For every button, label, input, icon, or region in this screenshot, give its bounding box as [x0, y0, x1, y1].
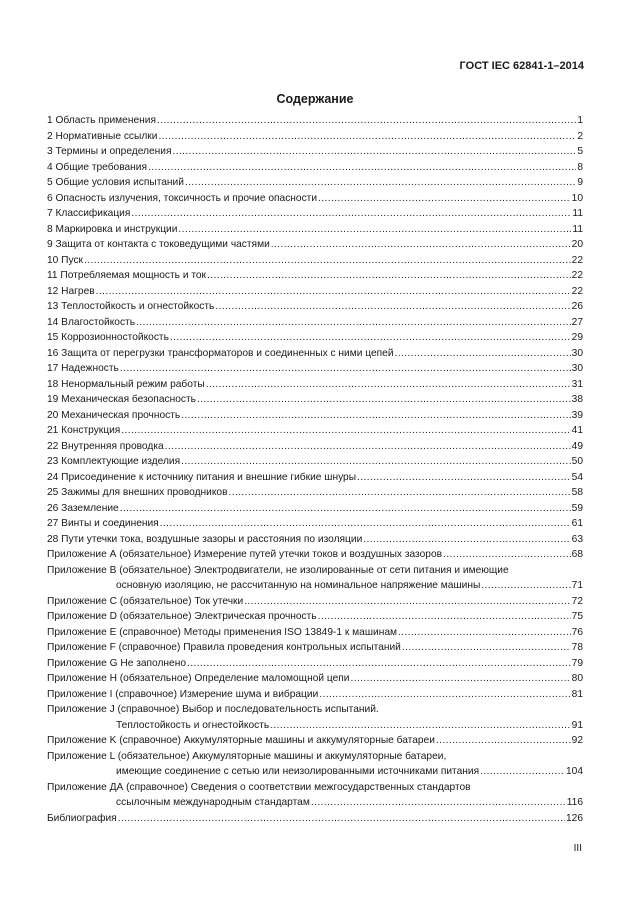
toc-entry[interactable] — [47, 594, 583, 610]
toc-entry[interactable] — [47, 330, 583, 346]
toc-entry-label: 9 Защита от контакта с токоведущими частями — [47, 239, 270, 250]
toc-entry-page: 63 — [571, 533, 583, 545]
toc-entry-label-continued: ссылочным международным стандартам — [116, 797, 310, 808]
toc-entry[interactable] — [47, 733, 583, 749]
dot-leader — [443, 547, 571, 563]
dot-leader — [271, 237, 571, 253]
toc-entry-label: 15 Коррозионностойкость — [47, 332, 169, 343]
toc-entry-page: 61 — [571, 518, 583, 529]
dot-leader — [131, 206, 571, 222]
dot-leader — [363, 532, 570, 548]
toc-entry-page: 78 — [571, 642, 583, 653]
dot-leader — [181, 408, 570, 424]
dot-leader — [118, 811, 565, 827]
toc-entry-page: 68 — [571, 549, 583, 560]
toc-entry-page: 9 — [577, 177, 583, 188]
dot-leader — [215, 299, 570, 315]
toc-entry-label: 6 Опасность излучения, токсичность и прочие опасности — [47, 192, 318, 204]
toc-entry-label-continued: имеющие соединение с сетью или неизолированными источниками питания — [116, 766, 480, 777]
dot-leader — [318, 191, 571, 207]
toc-entry[interactable] — [47, 625, 583, 641]
toc-entry[interactable] — [47, 144, 583, 160]
toc-entry[interactable] — [47, 299, 583, 315]
toc-entry-label: 26 Заземление — [47, 502, 119, 514]
toc-entry[interactable] — [47, 206, 583, 222]
toc-entry-page: 10 — [571, 192, 583, 204]
toc-entry-page: 54 — [571, 471, 583, 483]
toc-entry-label: Приложение J (справочное) Выбор и последовательность испытаний. — [47, 704, 379, 715]
toc-entry-label: Приложение E (справочное) Методы применения ISO 13849-1 к машинам — [47, 626, 398, 638]
toc-entry-label: Приложение D (обязательное) Электрическая прочность — [47, 611, 317, 622]
toc-entry-continuation[interactable] — [47, 718, 583, 734]
dot-leader — [318, 609, 571, 625]
toc-entry-label: 23 Комплектующие изделия — [47, 456, 181, 467]
toc-entry-page: 49 — [571, 440, 583, 452]
toc-entry-page: 1 — [577, 115, 583, 126]
toc-entry-page: 2 — [577, 130, 583, 142]
dot-leader — [165, 439, 571, 455]
toc-entry-label: Приложение I (справочное) Измерение шума и вибрации — [47, 688, 319, 700]
toc-entry-label: 3 Термины и определения — [47, 146, 172, 157]
toc-entry-label: 19 Механическая безопасность — [47, 394, 196, 405]
toc-entry[interactable] — [47, 284, 583, 300]
toc-entry[interactable] — [47, 191, 583, 207]
toc-entry-page: 41 — [571, 425, 583, 436]
toc-entry[interactable] — [47, 547, 583, 563]
toc-entry[interactable] — [47, 113, 583, 129]
toc-entry-label: 25 Зажимы для внешних проводников — [47, 487, 228, 498]
toc-entry[interactable] — [47, 656, 583, 672]
dot-leader — [158, 129, 576, 145]
toc-entry-label: 1 Область применения — [47, 115, 156, 126]
dot-leader — [185, 175, 576, 191]
toc-entry-label: 5 Общие условия испытаний — [47, 177, 184, 188]
toc-entry-page: 39 — [571, 409, 583, 421]
toc-entry[interactable] — [47, 671, 583, 687]
toc-entry-label: Библиография — [47, 812, 117, 824]
dot-leader — [121, 423, 570, 439]
dot-leader — [350, 671, 570, 687]
dot-leader — [157, 113, 576, 129]
table-of-contents — [47, 113, 583, 826]
toc-entry-page: 11 — [572, 223, 583, 235]
toc-entry-label: 7 Классификация — [47, 208, 131, 219]
toc-entry[interactable] — [47, 780, 583, 796]
toc-entry[interactable] — [47, 160, 583, 176]
toc-entry[interactable] — [47, 749, 583, 765]
toc-entry[interactable] — [47, 222, 583, 238]
dot-leader — [84, 253, 571, 269]
toc-entry[interactable] — [47, 640, 583, 656]
dot-leader — [229, 485, 571, 501]
toc-entry[interactable] — [47, 408, 583, 424]
dot-leader — [160, 516, 571, 532]
toc-entry-page: 58 — [571, 487, 583, 498]
toc-entry-label: 10 Пуск — [47, 254, 84, 266]
dot-leader — [96, 284, 571, 300]
dot-leader — [120, 501, 571, 517]
page-number: III — [573, 843, 582, 854]
toc-entry-page: 30 — [571, 347, 583, 359]
toc-entry-page: 50 — [571, 456, 583, 467]
toc-entry-label: 13 Теплостойкость и огнестойкость — [47, 301, 215, 312]
toc-entry-page: 22 — [571, 285, 583, 297]
toc-entry-label: 21 Конструкция — [47, 425, 121, 436]
standard-designation: ГОСТ IEC 62841-1–2014 — [459, 60, 584, 72]
toc-entry-page: 8 — [577, 161, 583, 173]
toc-entry-label: 2 Нормативные ссылки — [47, 130, 158, 142]
toc-entry[interactable] — [47, 268, 583, 284]
dot-leader — [319, 687, 570, 703]
toc-entry[interactable] — [47, 563, 583, 579]
toc-entry-label: 16 Защита от перегрузки трансформаторов и соединенных с ними цепей — [47, 347, 394, 359]
dot-leader — [181, 454, 571, 470]
dot-leader — [480, 764, 565, 780]
toc-entry-page: 92 — [571, 735, 583, 746]
dot-leader — [398, 625, 571, 641]
toc-entry-page: 76 — [571, 626, 583, 638]
toc-entry-page: 79 — [571, 657, 583, 669]
toc-entry[interactable] — [47, 175, 583, 191]
toc-entry-page: 75 — [571, 611, 583, 622]
toc-entry-label: Приложение А (обязательное) Измерение путей утечки токов и воздушных зазоров — [47, 549, 443, 560]
toc-entry-continuation[interactable] — [47, 578, 583, 594]
toc-entry-label: 27 Винты и соединения — [47, 518, 159, 529]
dot-leader — [244, 594, 570, 610]
toc-entry[interactable] — [47, 702, 583, 718]
toc-entry[interactable] — [47, 346, 583, 362]
toc-entry-label: Приложение G Не заполнено — [47, 657, 187, 669]
toc-entry[interactable] — [47, 454, 583, 470]
dot-leader — [136, 315, 571, 331]
dot-leader — [178, 222, 571, 238]
toc-entry-label-continued: основную изоляцию, не рассчитанную на номинальное напряжение машины — [116, 580, 481, 591]
toc-entry[interactable] — [47, 501, 583, 517]
toc-entry-continuation[interactable] — [47, 764, 583, 780]
toc-entry-label: Приложение ДА (справочное) Сведения о соответствии межгосударственных стандартов — [47, 781, 471, 793]
toc-entry-page: 81 — [571, 688, 583, 700]
toc-entry-label: Приложение H (обязательное) Определение маломощной цепи — [47, 673, 350, 684]
toc-entry-page: 38 — [571, 394, 583, 405]
dot-leader — [395, 346, 571, 362]
toc-entry[interactable] — [47, 315, 583, 331]
toc-entry-label: Приложение В (обязательное) Электродвигатели, не изолированные от сети питания и имеющие — [47, 564, 509, 576]
toc-entry-label: 14 Влагостойкость — [47, 316, 136, 328]
toc-entry[interactable] — [47, 687, 583, 703]
toc-entry-page: 72 — [571, 595, 583, 607]
dot-leader — [481, 578, 570, 594]
toc-entry[interactable] — [47, 439, 583, 455]
toc-entry-label-continued: Теплостойкость и огнестойкость — [116, 719, 270, 731]
dot-leader — [187, 656, 571, 672]
toc-entry[interactable] — [47, 609, 583, 625]
toc-entry[interactable] — [47, 470, 583, 486]
toc-entry-page: 27 — [571, 316, 583, 328]
toc-entry-page: 11 — [572, 208, 583, 219]
toc-entry-page: 22 — [571, 270, 583, 281]
toc-entry-label: 11 Потребляемая мощность и ток — [47, 270, 207, 281]
toc-entry-page: 80 — [571, 673, 583, 684]
toc-entry[interactable] — [47, 423, 583, 439]
dot-leader — [357, 470, 571, 486]
toc-entry-page: 30 — [571, 363, 583, 374]
toc-entry-label: Приложение С (обязательное) Ток утечки — [47, 595, 244, 607]
dot-leader — [402, 640, 571, 656]
toc-entry-page: 104 — [566, 766, 583, 777]
toc-entry-label: 28 Пути утечки тока, воздушные зазоры и расстояния по изоляции — [47, 533, 363, 545]
toc-entry-label: Приложение F (справочное) Правила проведения контрольных испытаний — [47, 642, 401, 653]
dot-leader — [206, 377, 571, 393]
toc-entry[interactable] — [47, 485, 583, 501]
toc-entry-page: 71 — [571, 580, 583, 591]
toc-entry[interactable] — [47, 516, 583, 532]
toc-entry-page: 5 — [577, 146, 583, 157]
dot-leader — [120, 361, 571, 377]
dot-leader — [197, 392, 571, 408]
toc-entry-page: 22 — [571, 254, 583, 266]
toc-entry-label: 8 Маркировка и инструкции — [47, 223, 178, 235]
toc-entry-label: 24 Присоединение к источнику питания и внешние гибкие шнуры — [47, 471, 357, 483]
toc-entry[interactable] — [47, 129, 583, 145]
toc-entry[interactable] — [47, 532, 583, 548]
toc-entry-page: 116 — [566, 797, 583, 808]
toc-entry-page: 29 — [571, 332, 583, 343]
toc-entry-label: 20 Механическая прочность — [47, 409, 181, 421]
toc-entry[interactable] — [47, 253, 583, 269]
toc-entry-label: 22 Внутренняя проводка — [47, 440, 164, 452]
toc-entry[interactable] — [47, 392, 583, 408]
toc-entry-label: 12 Нагрев — [47, 285, 95, 297]
toc-entry-page: 91 — [571, 719, 583, 731]
toc-entry-label: Приложение L (обязательное) Аккумуляторные машины и аккумуляторные батареи, — [47, 750, 447, 762]
toc-entry[interactable] — [47, 237, 583, 253]
toc-entry[interactable] — [47, 811, 583, 827]
toc-entry-page: 26 — [571, 301, 583, 312]
toc-entry-page: 126 — [566, 812, 583, 824]
toc-entry-page: 31 — [571, 378, 583, 390]
toc-entry-label: Приложение K (справочное) Аккумуляторные машины и аккумуляторные батареи — [47, 735, 435, 746]
dot-leader — [170, 330, 571, 346]
dot-leader — [172, 144, 576, 160]
toc-entry-label: 18 Ненормальный режим работы — [47, 378, 205, 390]
toc-entry-label: 4 Общие требования — [47, 161, 148, 173]
dot-leader — [311, 795, 566, 811]
toc-entry-page: 59 — [571, 502, 583, 514]
dot-leader — [148, 160, 576, 176]
toc-entry-continuation[interactable] — [47, 795, 583, 811]
dot-leader — [436, 733, 571, 749]
toc-entry[interactable] — [47, 361, 583, 377]
dot-leader — [207, 268, 571, 284]
dot-leader — [270, 718, 570, 734]
toc-entry-page: 20 — [571, 239, 583, 250]
page-title: Содержание — [276, 92, 354, 106]
toc-entry[interactable] — [47, 377, 583, 393]
toc-entry-label: 17 Надежность — [47, 363, 119, 374]
